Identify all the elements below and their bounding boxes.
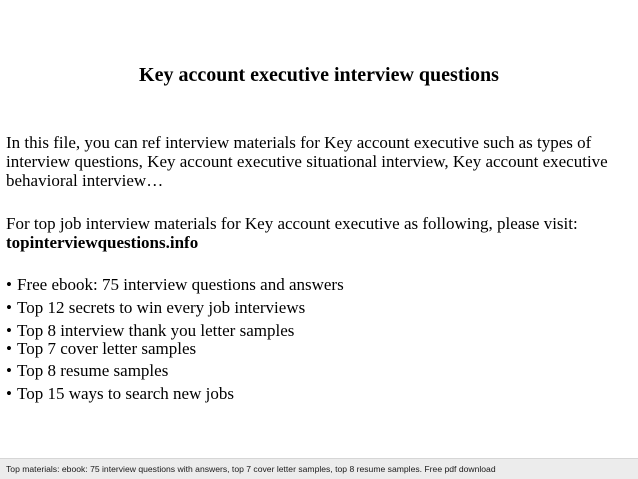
footer-text: Top materials: ebook: 75 interview questions with answers, top 7 cover letter samples, top 8 resume samples. Free pdf download xyxy=(6,464,496,474)
list-item xyxy=(6,298,634,321)
list-item-text: Top 15 ways to search new jobs xyxy=(17,384,234,403)
list-item xyxy=(6,275,634,298)
footer-bar xyxy=(0,458,638,479)
bullet-icon: • xyxy=(6,275,12,294)
site-link[interactable]: topinterviewquestions.info xyxy=(6,233,199,252)
list-item-text: Top 12 secrets to win every job interviews xyxy=(17,298,306,317)
list-item xyxy=(6,321,634,339)
list-item xyxy=(6,339,634,361)
list-item-text: Top 7 cover letter samples xyxy=(17,339,197,358)
list-item-text: Free ebook: 75 interview questions and answers xyxy=(17,275,344,294)
list-item xyxy=(6,384,634,407)
bullet-icon: • xyxy=(6,384,12,403)
bullet-icon: • xyxy=(6,339,12,358)
bullet-icon: • xyxy=(6,321,12,340)
bullet-icon: • xyxy=(6,361,12,380)
materials-list xyxy=(6,275,634,407)
visit-text: For top job interview materials for Key account executive as following, please visit: xyxy=(6,214,578,233)
slide-title: Key account executive interview questions xyxy=(139,64,499,86)
list-item-text: Top 8 resume samples xyxy=(17,361,169,380)
visit-paragraph xyxy=(6,214,634,252)
bullet-icon: • xyxy=(6,298,12,317)
list-item-text: Top 8 interview thank you letter samples xyxy=(17,321,295,340)
list-item xyxy=(6,361,634,384)
intro-paragraph: In this file, you can ref interview materials for Key account executive such as types of interview questions, Key account executive situational interview, Key account executive behavioral interview… xyxy=(6,133,608,190)
